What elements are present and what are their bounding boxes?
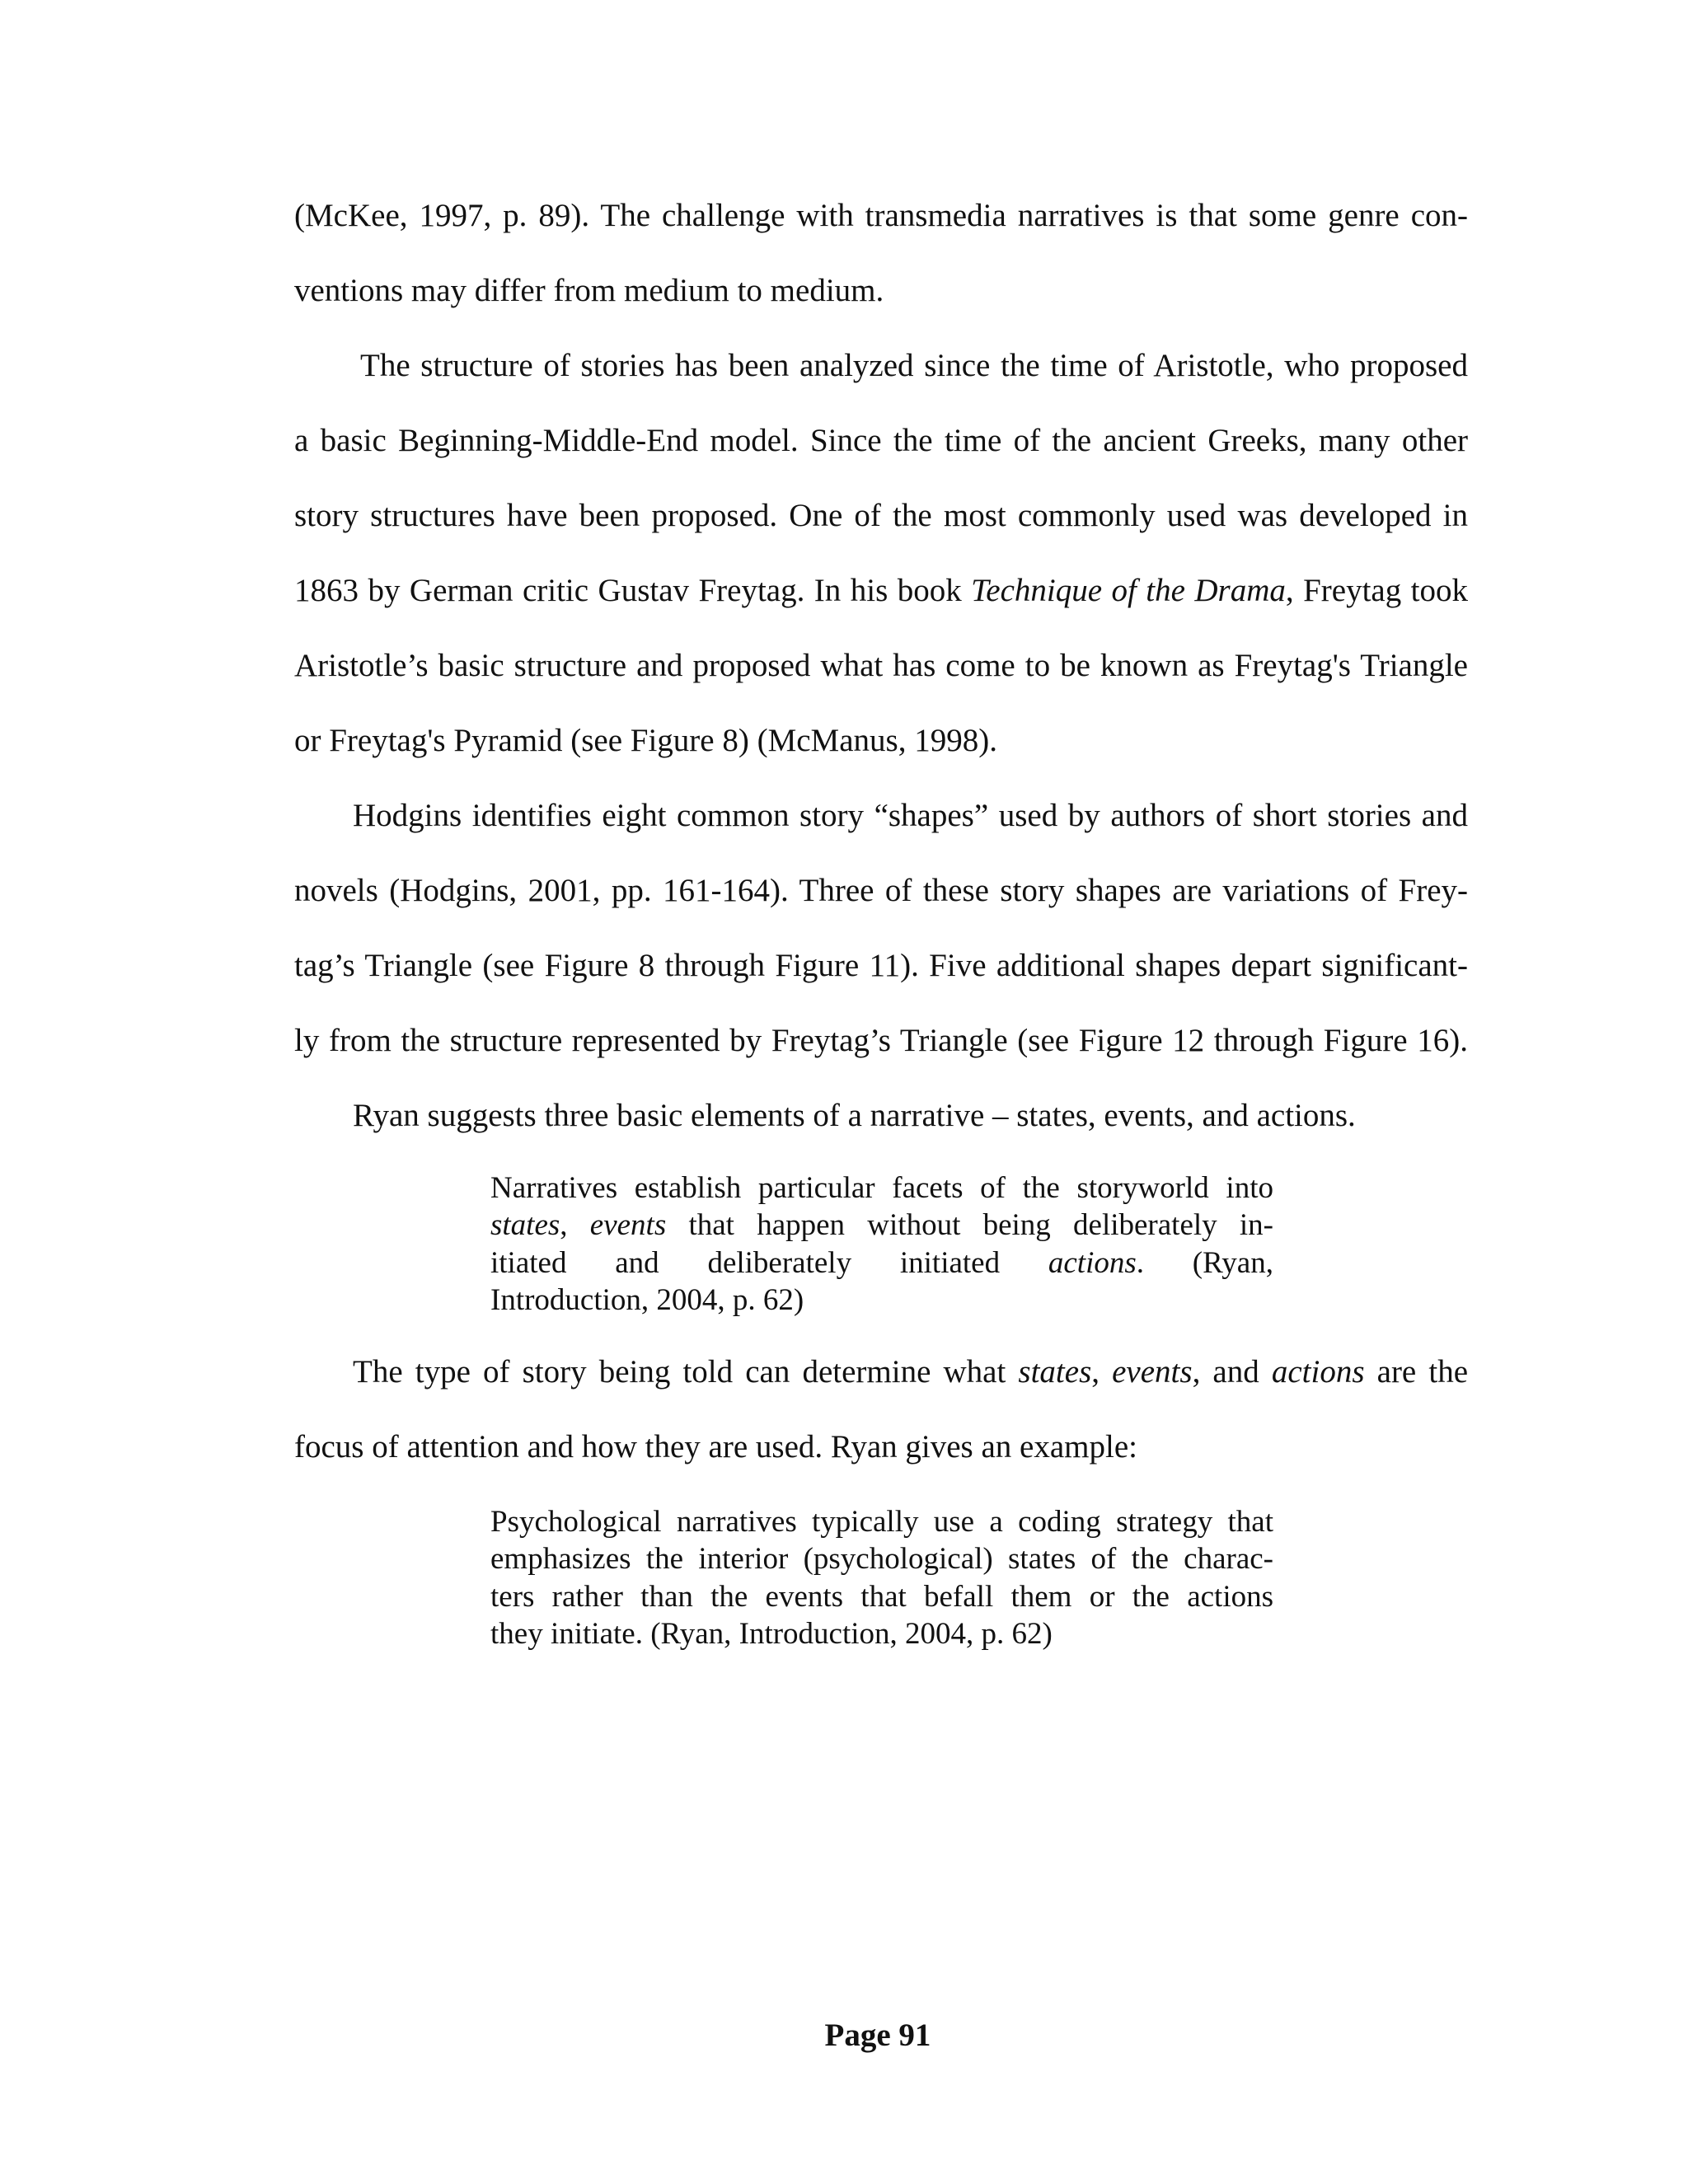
quote-line: Narratives establish particular facets of the storyworld into — [490, 1171, 1273, 1205]
quote-line: they initiate. (Ryan, Introduction, 2004, p. 62) — [490, 1617, 1053, 1651]
emphasis-term: events — [1112, 1354, 1193, 1390]
emphasis-term: actions — [1271, 1354, 1365, 1390]
quote-line: emphasizes the interior (psychological) states of the charac- — [490, 1542, 1273, 1576]
text-span: are the — [1364, 1354, 1469, 1390]
text-line: ly from the structure represented by Freytag’s Triangle (see Figure 12 through Figure 16). — [294, 1023, 1468, 1058]
emphasis-term: states — [490, 1208, 560, 1242]
text-line: focus of attention and how they are used. Ryan gives an example: — [294, 1429, 1137, 1465]
text-line: The structure of stories has been analyzed since the time of Aristotle, who proposed — [360, 348, 1468, 383]
text-span: 1863 by German critic Gustav Freytag. In his book — [294, 573, 972, 608]
text-span: , and — [1192, 1354, 1272, 1390]
emphasis-term: actions — [1048, 1246, 1137, 1280]
text-line: or Freytag's Pyramid (see Figure 8) (McManus, 1998). — [294, 723, 997, 758]
text-span: that happen without being deliberately in- — [666, 1208, 1274, 1242]
quote-line: ters rather than the events that befall them or the actions — [490, 1580, 1273, 1614]
text-line: Hodgins identifies eight common story “shapes” used by authors of short stories and — [353, 798, 1468, 833]
emphasis-term: events — [589, 1208, 667, 1242]
text-span: itiated and deliberately initiated — [490, 1246, 1048, 1280]
quote-line — [490, 1207, 1273, 1244]
text-line: story structures have been proposed. One of the most commonly used was developed in — [294, 498, 1468, 533]
quote-line — [490, 1244, 1273, 1282]
text-line: a basic Beginning-Middle-End model. Since the time of the ancient Greeks, many other — [294, 423, 1468, 458]
text-line: Aristotle’s basic structure and proposed what has come to be known as Freytag's Triangle — [294, 648, 1468, 683]
text-span: , — [560, 1208, 590, 1242]
text-span: . (Ryan, — [1136, 1246, 1273, 1280]
quote-line: Introduction, 2004, p. 62) — [490, 1283, 804, 1317]
text-line — [353, 1353, 1468, 1391]
text-line — [294, 572, 1468, 610]
book-title: Technique of the Drama — [971, 573, 1286, 608]
quote-line: Psychological narratives typically use a coding strategy that — [490, 1505, 1273, 1539]
text-line: Ryan suggests three basic elements of a narrative – states, events, and actions. — [353, 1098, 1356, 1133]
text-span: , Freytag took — [1285, 573, 1468, 608]
text-line: tag’s Triangle (see Figure 8 through Figure 11). Five additional shapes depart significant- — [294, 948, 1468, 983]
text-line: ventions may differ from medium to medium. — [294, 273, 884, 308]
page-number: Page 91 — [824, 2018, 931, 2053]
text-line: novels (Hodgins, 2001, pp. 161-164). Three of these story shapes are variations of Frey- — [294, 873, 1468, 908]
emphasis-term: states — [1018, 1354, 1092, 1390]
text-line: (McKee, 1997, p. 89). The challenge with transmedia narratives is that some genre con- — [294, 198, 1468, 233]
text-span: The type of story being told can determine what — [353, 1354, 1019, 1390]
text-span: , — [1091, 1354, 1113, 1390]
